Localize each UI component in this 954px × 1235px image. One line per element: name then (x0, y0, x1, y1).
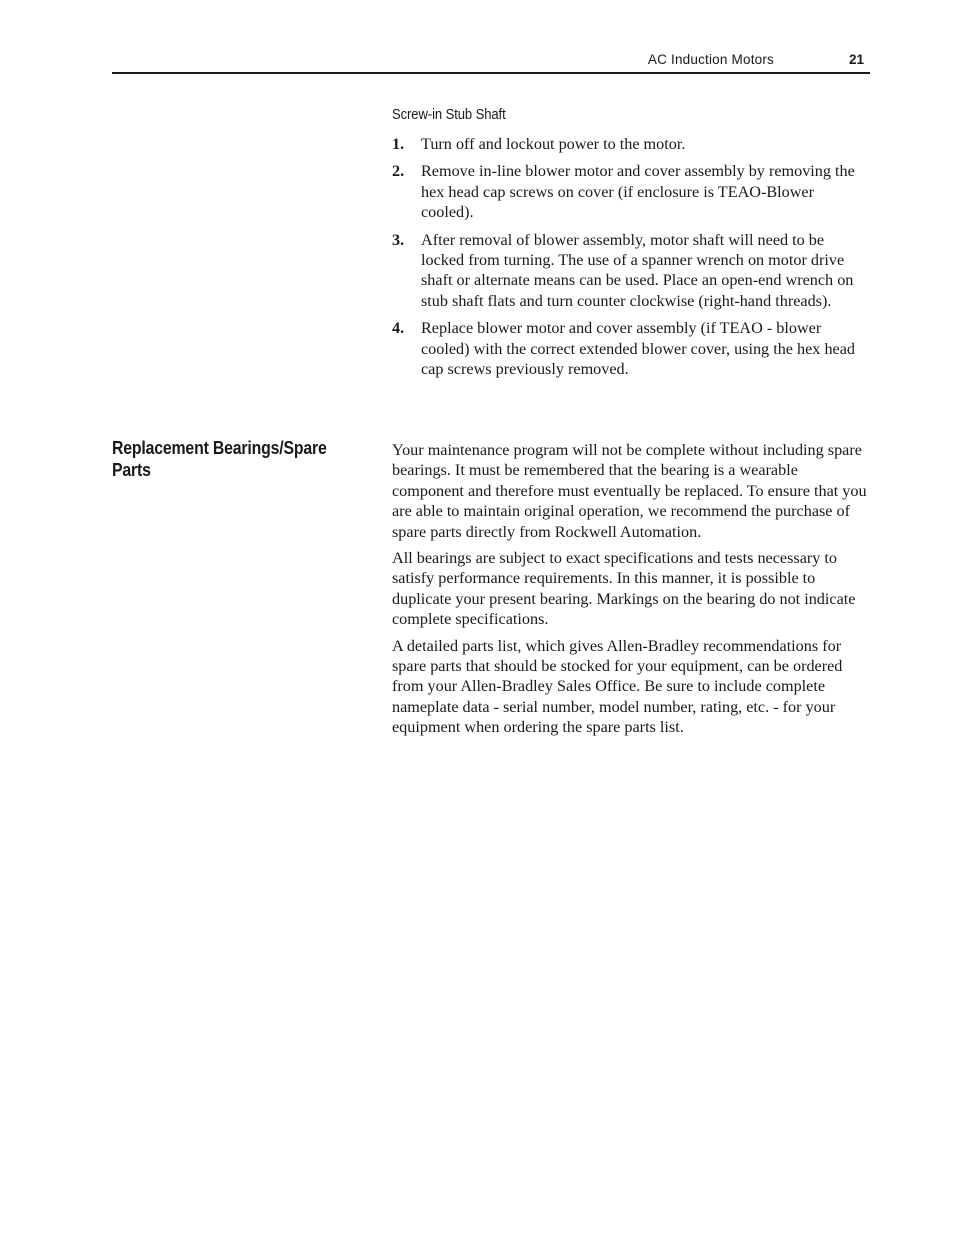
step-item (392, 230, 870, 312)
page-number: 21 (848, 52, 864, 67)
replacement-section-body (392, 440, 870, 744)
procedure-steps (392, 134, 870, 386)
body-paragraph: A detailed parts list, which gives Allen-Bradley recommendations for spare parts that should be stocked for your equipment, can be ordered from your Allen-Bradley Sales Office. Be sure to include complete nameplate data - serial number, model number, rating, etc. - for your equipment when ordering the spare parts list. (392, 636, 843, 737)
step-item (392, 134, 870, 154)
step-item (392, 318, 870, 379)
section-heading-replacement-bearings: Replacement Bearings/Spare Parts (112, 438, 327, 480)
step-text: Replace blower motor and cover assembly (if TEAO - blower cooled) with the correct extended blower cover, using the hex head cap screws previously removed. (421, 319, 855, 379)
body-paragraph: Your maintenance program will not be complete without including spare bearings. It must be remembered that the bearing is a wearable component and therefore must eventually be replaced. To ensure that you are able to maintain original operation, we recommend the purchase of spare parts directly from Rockwell Automation. (392, 441, 867, 541)
step-number: 1. (392, 135, 405, 153)
body-paragraph: All bearings are subject to exact specifications and tests necessary to satisfy performance requirements. In this manner, it is possible to duplicate your present bearing. Markings on the bearing do not indicate complete specifications. (392, 549, 856, 629)
step-item (392, 161, 870, 222)
subheading-screw-in-stub-shaft: Screw-in Stub Shaft (392, 107, 506, 123)
step-number: 3. (392, 230, 405, 249)
step-text: After removal of blower assembly, motor shaft will need to be locked from turning. The use of a spanner wrench on motor drive shaft or alternate means can be used. Place an open-end wrench on stub shaft flats and turn counter clockwise (right-hand threads). (421, 230, 854, 310)
step-number: 2. (392, 162, 405, 181)
step-number: 4. (392, 319, 405, 338)
header-title: AC Induction Motors (647, 52, 774, 67)
step-text: Remove in-line blower motor and cover assembly by removing the hex head cap screws on cover (if enclosure is TEAO-Blower cooled). (421, 162, 855, 222)
page-header (112, 50, 870, 74)
step-text: Turn off and lockout power to the motor. (421, 135, 686, 153)
